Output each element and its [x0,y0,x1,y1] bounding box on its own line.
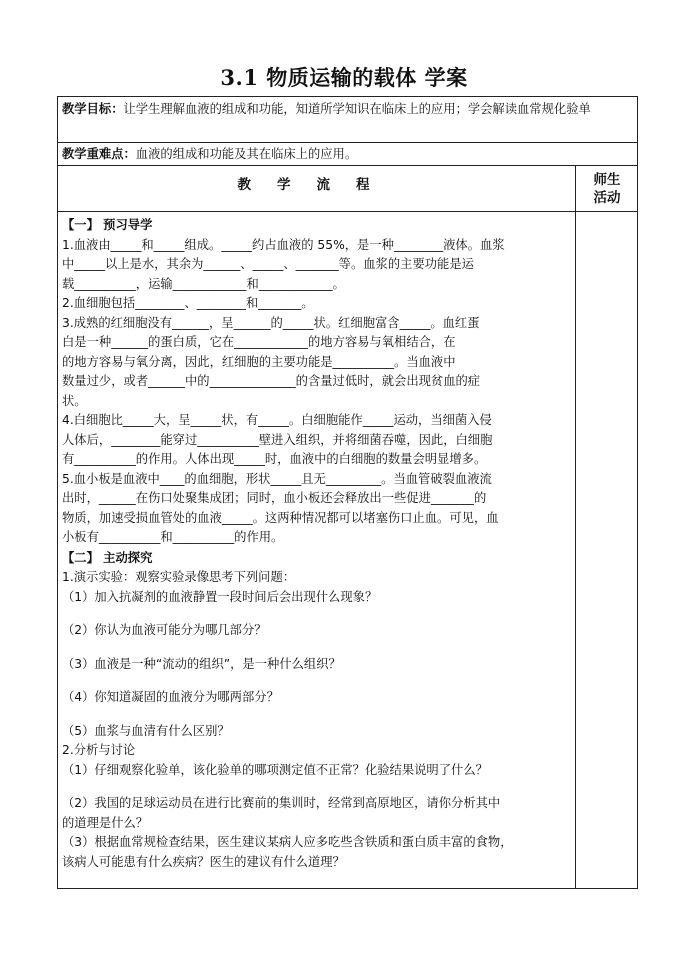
key-points-label: 教学重难点： [62,147,136,161]
s1-line: 小板有__________和__________的作用。 [62,530,284,544]
analysis-question-cont: 的道理是什么？ [62,815,149,830]
lesson-table [57,96,638,889]
demo-question: （5）血浆与血清有什么区别？ [62,723,230,738]
objectives-text: 让学生理解血液的组成和功能，知道所学知识在临床上的应用；学会解读血常规化验单 [123,102,591,116]
s1-line: 有__________的作用。人体出现_____时，血液中的白细胞的数量会明显增多。 [62,452,487,466]
analysis-title: 2.分析与讨论 [62,743,136,757]
analysis-question: （1）仔细观察化验单，该化验单的哪项测定值不正常？化验结果说明了什么？ [62,762,488,777]
s1-line: 载__________，运输____________和____________。 [62,276,345,291]
s1-line: 3.成熟的红细胞没有______，呈______的_____状。红细胞富含_____。血红蛋 [62,315,480,330]
s1-line: 的地方容易与氧分离，因此，红细胞的主要功能是__________。当血液中 [62,354,456,369]
teaching-flow-content [62,215,570,872]
section2-heading: 【二】 主动探究 [62,550,153,565]
demo-title: 1.演示实验：观察实验录像思考下列问题： [62,570,296,584]
demo-question: （2）你认为血液可能分为哪几部分？ [62,623,267,637]
s1-line: 5.血小板是血液中____的血细胞，形状_____且无_________。当血管破裂血液流 [62,471,492,486]
s1-line: 物质，加速受损血管处的血液_____。这两种情况都可以堵塞伤口止血。可见，血 [62,510,499,525]
s1-line: 出时，______在伤口处聚集成团；同时，血小板还会释放出一些促进_______的 [62,491,487,505]
teaching-flow-header: 教学流程 [237,177,396,193]
activity-header-line2: 活动 [593,190,621,206]
key-points-text: 血液的组成和功能及其在临床上的应用。 [135,147,358,161]
s1-line: 1.血液由_____和_____组成。_____约占血液的 55%，是一种________液体。血浆 [62,237,505,252]
analysis-question: （3）根据血常规检查结果，医生建议某病人应多吃些含铁质和蛋白质丰富的食物， [62,835,513,849]
activity-header-line1: 师生 [593,172,621,188]
analysis-question-cont: 该病人可能患有什么疾病？医生的建议有什么道理？ [62,854,345,869]
objectives-row [58,97,637,143]
s1-line: 数量过少，或者______中的______________的含量过低时，就会出现贫血的症 [62,374,481,388]
section1-heading: 【一】 预习导学 [62,218,153,232]
demo-question: （1）加入抗凝剂的血液静置一段时间后会出现什么现象？ [62,589,378,604]
table-header-row [58,166,637,212]
column-divider [575,166,576,888]
page-title: 3.1 物质运输的载体 学案 [220,65,468,90]
key-points-row [58,143,637,166]
s1-line: 状。 [62,393,87,408]
activity-header [576,171,638,207]
s1-line: 人体后，________能穿过__________壁进入组织，并将细菌吞噬，因此，白细胞 [62,432,493,447]
s1-line: 白是一种______的蛋白质，它在____________的地方容易与氧相结合，在 [62,335,456,349]
s1-line: 中_____以上是水，其余为______、_____、_______等。血浆的主要功能是运 [62,257,474,271]
s1-line: 4.白细胞比_____大，呈_____状，有_____。白细胞能作_____运动，当细菌入侵 [62,413,492,427]
demo-question: （3）血液是一种“流动的组织”，是一种什么组织？ [62,656,341,671]
s1-line: 2.血细胞包括________、________和_______。 [62,296,314,310]
objectives-label: 教学目标： [62,102,124,116]
analysis-question: （2）我国的足球运动员在进行比赛前的集训时，经常到高原地区，请你分析其中 [62,796,501,810]
demo-question: （4）你知道凝固的血液分为哪两部分？ [62,690,279,704]
